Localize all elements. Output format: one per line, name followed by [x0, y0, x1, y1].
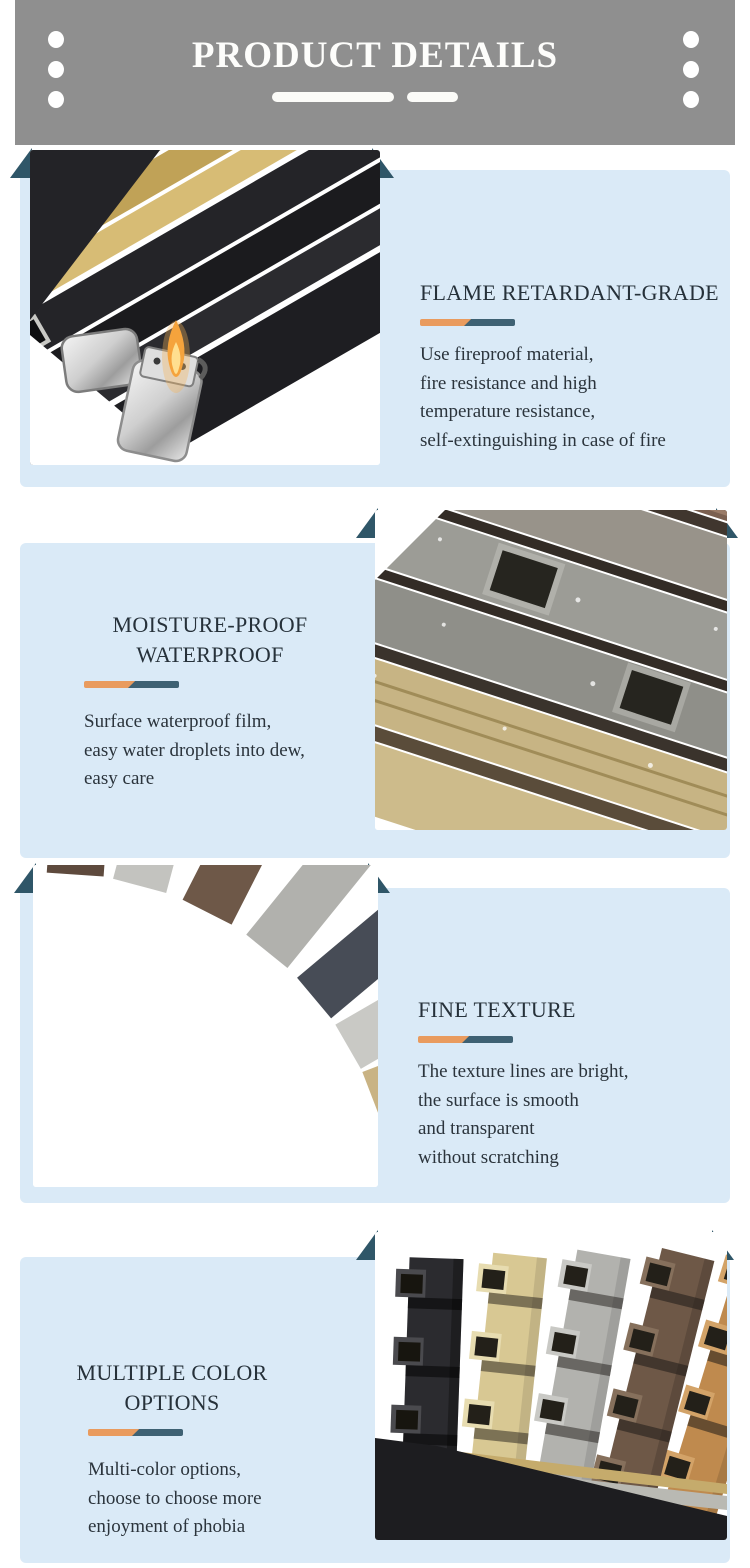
- divider-orange-bar: [84, 681, 137, 688]
- description-line: choose to choose more: [88, 1487, 262, 1509]
- description-line: Surface waterproof film,: [84, 711, 272, 732]
- description-line: self-extinguishing in case of fire: [420, 429, 666, 451]
- wet-boards-illustration: [375, 510, 727, 830]
- fanned-fluted-panels-photo: [33, 865, 378, 1187]
- feature-text-block: [40, 1358, 304, 1542]
- feature-text-block: [418, 995, 718, 1172]
- divider-orange-bar: [418, 1036, 471, 1043]
- color-columns-illustration: [375, 1232, 727, 1540]
- description-line: Multi-color options,: [88, 1459, 242, 1480]
- feature-description: [420, 341, 720, 455]
- underline-bar-short: [407, 92, 458, 102]
- feature-description: [88, 1456, 304, 1542]
- divider-teal-bar: [132, 1429, 183, 1436]
- description-line: temperature resistance,: [420, 401, 596, 422]
- section-multiple-color-options: [0, 1230, 750, 1568]
- section-moisture-proof: [0, 508, 750, 860]
- feature-text-block: [420, 278, 720, 455]
- description-line: easy care: [84, 768, 155, 789]
- dot-icon: [683, 61, 699, 78]
- wet-decking-boards-photo: [375, 510, 727, 830]
- feature-title: FLAME RETARDANT-GRADE: [420, 280, 719, 305]
- feature-description: [84, 708, 360, 794]
- accent-divider: [88, 1429, 183, 1436]
- description-line: Use fireproof material,: [420, 344, 594, 365]
- dot-icon: [683, 91, 699, 108]
- underline-bar-long: [272, 92, 394, 102]
- feature-text-block: [60, 610, 360, 794]
- feature-title: MULTIPLE COLOR OPTIONS: [76, 1360, 268, 1415]
- divider-teal-bar: [464, 319, 515, 326]
- accent-divider: [84, 681, 179, 688]
- description-line: the surface is smooth: [418, 1089, 579, 1111]
- flame-test-illustration: [30, 150, 380, 465]
- divider-orange-bar: [88, 1429, 141, 1436]
- description-line: easy water droplets into dew,: [84, 739, 305, 761]
- feature-title-line2: WATERPROOF: [136, 642, 284, 667]
- panel-fan-illustration: [33, 865, 378, 1187]
- section-fine-texture: [0, 863, 750, 1205]
- description-line: without scratching: [418, 1146, 559, 1168]
- dot-icon: [683, 31, 699, 48]
- feature-description: [418, 1058, 718, 1172]
- corner-triangle-icon: [10, 148, 32, 178]
- panel-stack-with-lighter-flame-photo: [30, 150, 380, 465]
- section-flame-retardant: [0, 148, 750, 488]
- accent-divider: [420, 319, 515, 326]
- feature-title: FINE TEXTURE: [418, 997, 576, 1022]
- feature-title: MOISTURE-PROOF: [112, 612, 308, 637]
- title-underline-bars: [5, 92, 725, 102]
- description-line: and transparent: [418, 1118, 535, 1139]
- page-title: PRODUCT DETAILS: [191, 35, 559, 76]
- description-line: enjoyment of phobia: [88, 1516, 246, 1537]
- divider-teal-bar: [462, 1036, 513, 1043]
- description-line: fire resistance and high: [420, 372, 597, 394]
- description-line: The texture lines are bright,: [418, 1061, 629, 1082]
- divider-orange-bar: [420, 319, 473, 326]
- divider-teal-bar: [128, 681, 179, 688]
- accent-divider: [418, 1036, 513, 1043]
- right-dots-decoration: [683, 31, 699, 108]
- header-banner: [15, 0, 735, 145]
- multi-color-sample-panels-photo: [375, 1232, 727, 1540]
